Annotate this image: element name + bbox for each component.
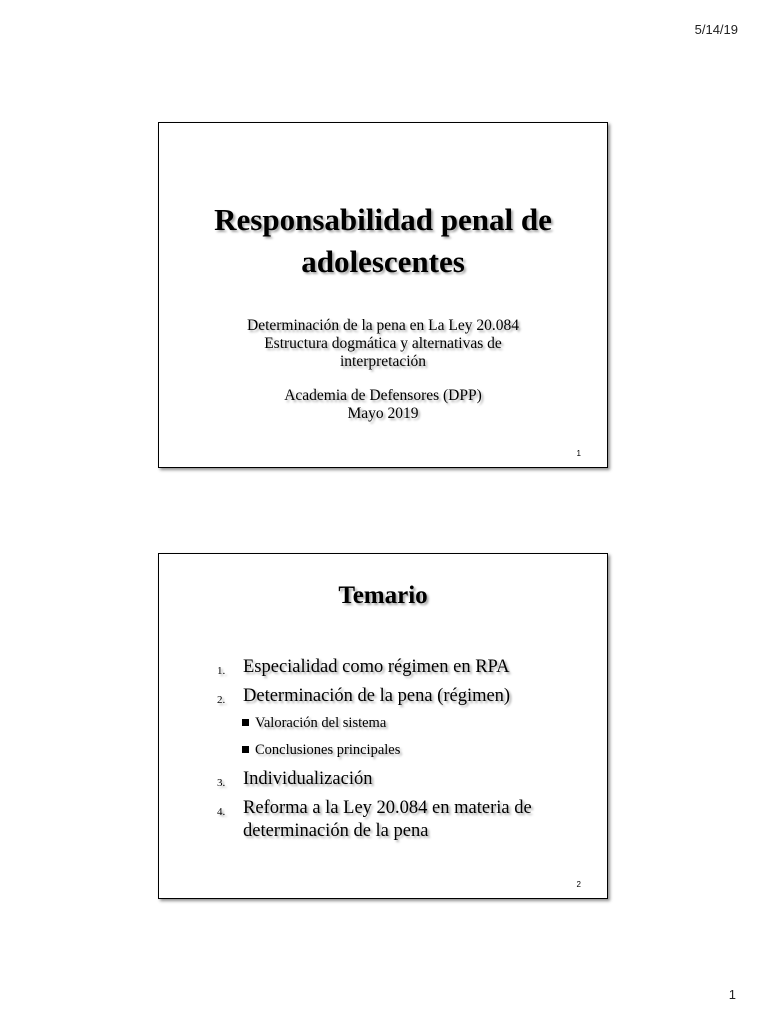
print-date: 5/14/19 [694, 22, 738, 37]
agenda-item-label-line-2: determinación de la pena [243, 821, 429, 841]
slide-2 [158, 553, 608, 899]
slide-1-title-line-2: adolescentes [301, 244, 465, 279]
slide-1-number: 1 [576, 449, 581, 458]
agenda-item [217, 797, 577, 843]
square-bullet-icon [242, 719, 249, 726]
agenda-item-number: 1. [217, 665, 226, 677]
agenda-item-number: 3. [217, 777, 226, 789]
slide-2-number: 2 [576, 880, 581, 889]
agenda-item [217, 656, 577, 679]
slide-1-title [159, 199, 607, 283]
agenda-subitem-label: Valoración del sistema [255, 715, 387, 731]
agenda-item-number: 2. [217, 694, 226, 706]
agenda-item-number: 4. [217, 806, 226, 818]
agenda-item [217, 768, 577, 791]
agenda-item-label-line-1: Reforma a la Ley 20.084 en materia de [243, 798, 532, 818]
organization: Academia de Defensores (DPP) [284, 387, 482, 404]
presentation-date: Mayo 2019 [347, 405, 419, 422]
subtitle-line-2: Estructura dogmática y alternativas de [264, 335, 502, 352]
subtitle-line-1: Determinación de la pena en La Ley 20.084 [247, 317, 519, 334]
slide-1-title-line-1: Responsabilidad penal de [214, 202, 552, 237]
slide-1 [158, 122, 608, 468]
agenda-list [217, 656, 577, 849]
page-number: 1 [728, 987, 736, 1002]
agenda-item-label: Determinación de la pena (régimen) [243, 686, 511, 706]
agenda-item [217, 685, 577, 708]
agenda-subitem-label: Conclusiones principales [255, 742, 401, 758]
agenda-item-label: Especialidad como régimen en RPA [243, 657, 510, 677]
square-bullet-icon [242, 746, 249, 753]
slide-1-subtitle [199, 317, 567, 423]
slide-2-title: Temario [338, 582, 428, 609]
agenda-subitem [217, 741, 577, 759]
subtitle-line-3: interpretación [339, 353, 427, 370]
agenda-subitem [217, 714, 577, 732]
agenda-item-label: Individualización [243, 769, 373, 789]
